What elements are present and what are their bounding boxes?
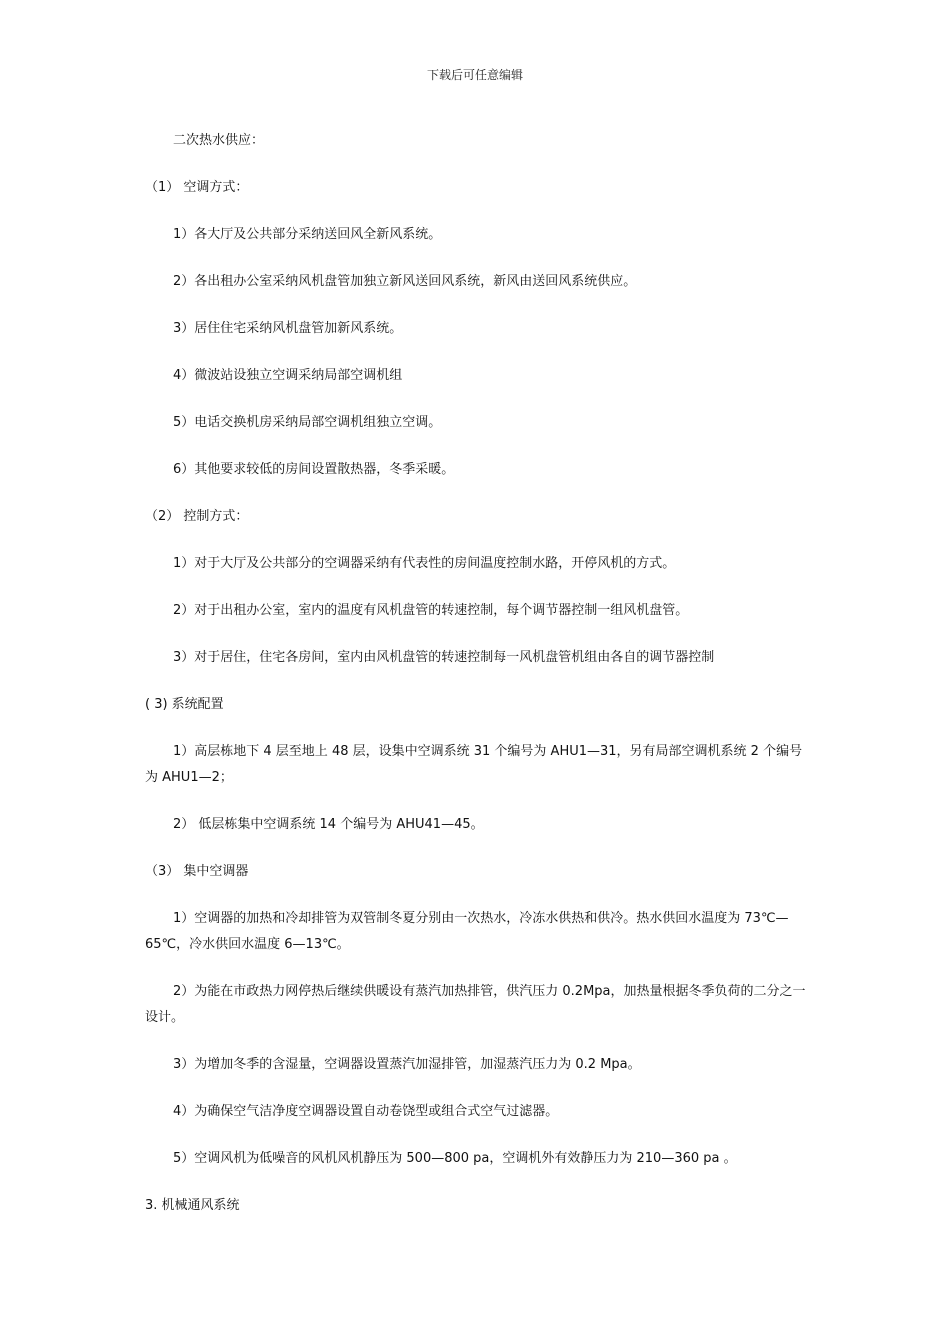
paragraph: 2） 低层栋集中空调系统 14 个编号为 AHU41—45。 [173, 817, 484, 832]
paragraph: 2）为能在市政热力网停热后继续供暖设有蒸汽加热排管，供汽压力 0.2Mpa，加热量根据冬季负荷的二分之一设计。 [145, 984, 806, 1025]
paragraph: 3）居住住宅采纳风机盘管加新风系统。 [173, 321, 403, 336]
section-heading: （2） 控制方式： [145, 509, 249, 524]
paragraph: 4）微波站设独立空调采纳局部空调机组 [173, 368, 403, 383]
paragraph: 3）为增加冬季的含湿量，空调器设置蒸汽加湿排管，加湿蒸汽压力为 0.2 Mpa。 [173, 1057, 641, 1072]
paragraph: 5）空调风机为低噪音的风机风机静压为 500—800 pa，空调机外有效静压力为 210—360 pa 。 [173, 1151, 737, 1166]
paragraph: 二次热水供应： [173, 133, 265, 148]
paragraph: 1）高层栋地下 4 层至地上 48 层，设集中空调系统 31 个编号为 AHU1—31，另有局部空调机系统 2 个编号为 AHU1—2； [145, 744, 803, 785]
paragraph: 1）各大厅及公共部分采纳送回风全新风系统。 [173, 227, 442, 242]
paragraph: 5）电话交换机房采纳局部空调机组独立空调。 [173, 415, 442, 430]
document-body [145, 128, 810, 1240]
section-heading: ( 3) 系统配置 [145, 697, 224, 712]
paragraph: 6）其他要求较低的房间设置散热器，冬季采暖。 [173, 462, 455, 477]
paragraph: 1）空调器的加热和冷却排管为双管制冬夏分别由一次热水，冷冻水供热和供冷。热水供回水温度为 73℃—65℃，冷水供回水温度 6—13℃。 [145, 911, 789, 952]
section-heading: （1） 空调方式： [145, 180, 249, 195]
paragraph: 3）对于居住，住宅各房间，室内由风机盘管的转速控制每一风机盘管机组由各自的调节器控制 [173, 650, 715, 665]
section-heading: 3. 机械通风系统 [145, 1198, 240, 1213]
paragraph: 1）对于大厅及公共部分的空调器采纳有代表性的房间温度控制水路，开停风机的方式。 [173, 556, 676, 571]
section-heading: （3） 集中空调器 [145, 864, 249, 879]
page-header: 下载后可任意编辑 [426, 68, 523, 82]
paragraph: 4）为确保空气洁净度空调器设置自动卷饶型或组合式空气过滤器。 [173, 1104, 559, 1119]
paragraph: 2）各出租办公室采纳风机盘管加独立新风送回风系统，新风由送回风系统供应。 [173, 274, 637, 289]
paragraph: 2）对于出租办公室，室内的温度有风机盘管的转速控制，每个调节器控制一组风机盘管。 [173, 603, 689, 618]
